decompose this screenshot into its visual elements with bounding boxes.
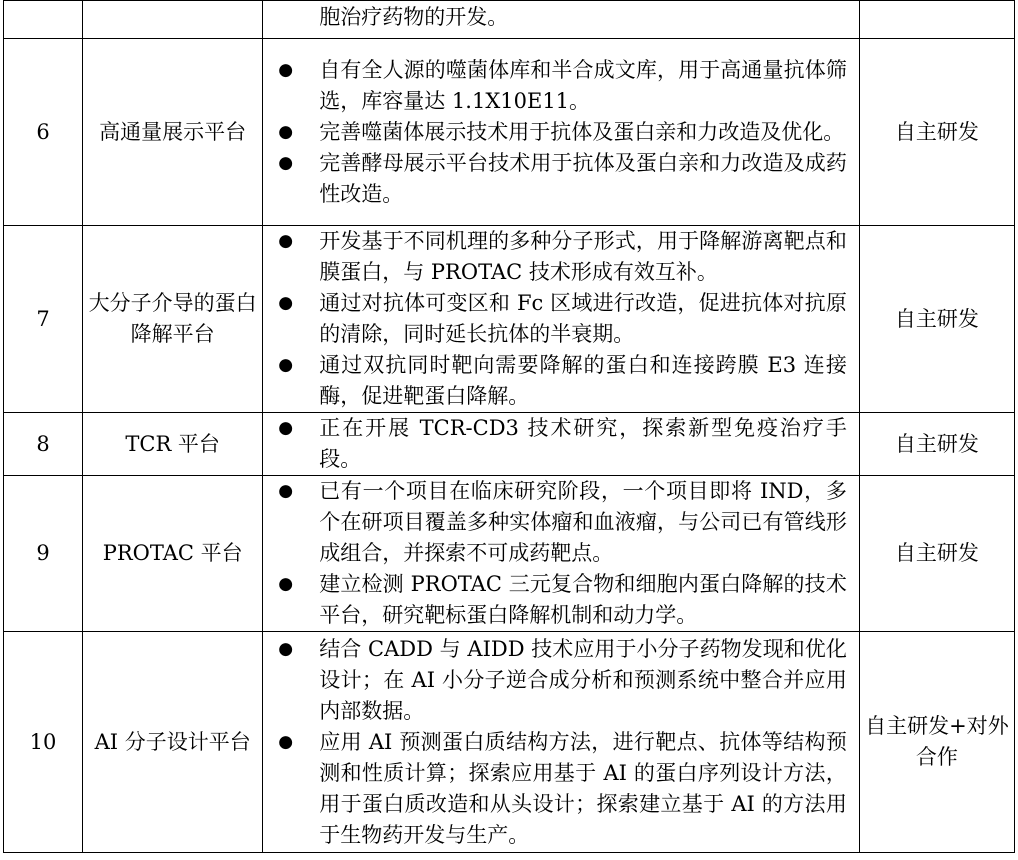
list-item-text: 正在开展 TCR-CD3 技术研究，探索新型免疫治疗手段。 — [319, 416, 847, 471]
bullet-icon: ● — [278, 481, 294, 501]
bullet-icon: ● — [278, 59, 294, 80]
platform-name — [83, 1, 263, 39]
list-item — [263, 569, 859, 631]
list-item-text: 开发基于不同机理的多种分子形式，用于降解游离靶点和膜蛋白，与 PROTAC 技术形成有效互补。 — [319, 229, 847, 284]
row-number: 7 — [4, 226, 83, 413]
table-row — [4, 476, 1015, 632]
platform-description — [263, 1, 860, 39]
table-row — [4, 413, 1015, 476]
bullet-icon: ● — [278, 638, 294, 659]
platform-table — [3, 0, 1015, 853]
row-number: 6 — [4, 39, 83, 226]
row-number: 8 — [4, 413, 83, 476]
list-item — [263, 226, 859, 288]
row-number: 10 — [4, 632, 83, 853]
list-item-text: 通过双抗同时靶向需要降解的蛋白和连接跨膜 E3 连接酶，促进靶蛋白降解。 — [319, 353, 847, 408]
list-item-text: 通过对抗体可变区和 Fc 区域进行改造，促进抗体对抗原的清除，同时延长抗体的半衰期。 — [319, 291, 847, 346]
list-item — [263, 727, 859, 851]
continued-text: 胞治疗药物的开发。 — [319, 5, 509, 29]
list-item-text: 应用 AI 预测蛋白质结构方法，进行靶点、抗体等结构预测和性质计算；探索应用基于 AI 的蛋白序列设计方法，用于蛋白质改造和从头设计；探索建立基于 AI 的方法用于生物药开发与生产。 — [319, 729, 847, 847]
platform-description — [263, 39, 860, 226]
development-mode: 自主研发 — [859, 413, 1014, 476]
platform-name: TCR 平台 — [83, 413, 263, 476]
development-mode: 自主研发 — [859, 39, 1014, 226]
list-item-text: 完善酵母展示平台技术用于抗体及蛋白亲和力改造及成药性改造。 — [319, 150, 847, 206]
platform-name: AI 分子设计平台 — [83, 632, 263, 853]
table-row — [4, 1, 1015, 39]
bullet-icon: ● — [278, 293, 294, 313]
list-item — [263, 476, 859, 569]
list-item-text: 自有全人源的噬菌体库和半合成文库，用于高通量抗体筛选，库容量达 1.1X10E11。 — [319, 57, 847, 113]
bullet-icon: ● — [278, 121, 294, 142]
list-item — [263, 288, 859, 350]
list-item — [263, 117, 859, 148]
table-row — [4, 632, 1015, 853]
platform-description — [263, 413, 860, 476]
bullet-icon: ● — [278, 731, 294, 752]
platform-description — [263, 226, 860, 413]
platform-name: 大分子介导的蛋白降解平台 — [83, 226, 263, 413]
development-mode: 自主研发 — [859, 476, 1014, 632]
development-mode — [859, 1, 1014, 39]
bullet-icon: ● — [278, 152, 294, 173]
list-item — [263, 350, 859, 412]
development-mode: 自主研发+对外合作 — [859, 632, 1014, 853]
bullet-icon: ● — [278, 231, 294, 251]
list-item — [263, 55, 859, 117]
list-item — [263, 634, 859, 727]
list-item-text: 已有一个项目在临床研究阶段，一个项目即将 IND，多个在研项目覆盖多种实体瘤和血液瘤，与公司已有管线形成组合，并探索不可成药靶点。 — [319, 479, 847, 565]
platform-name: PROTAC 平台 — [83, 476, 263, 632]
platform-description — [263, 476, 860, 632]
bullet-icon: ● — [278, 355, 294, 375]
platform-name: 高通量展示平台 — [83, 39, 263, 226]
bullet-icon: ● — [278, 574, 294, 594]
row-number: 9 — [4, 476, 83, 632]
table-row — [4, 39, 1015, 226]
row-number — [4, 1, 83, 39]
list-item-text: 完善噬菌体展示技术用于抗体及蛋白亲和力改造及优化。 — [319, 119, 845, 144]
table-row — [4, 226, 1015, 413]
platform-description — [263, 632, 860, 853]
development-mode: 自主研发 — [859, 226, 1014, 413]
list-item-text: 结合 CADD 与 AIDD 技术应用于小分子药物发现和优化设计；在 AI 小分子逆合成分析和预测系统中整合并应用内部数据。 — [319, 636, 847, 723]
list-item — [263, 413, 859, 475]
list-item-text: 建立检测 PROTAC 三元复合物和细胞内蛋白降解的技术平台，研究靶标蛋白降解机制和动力学。 — [319, 572, 847, 627]
bullet-icon: ● — [278, 418, 294, 438]
list-item — [263, 148, 859, 210]
